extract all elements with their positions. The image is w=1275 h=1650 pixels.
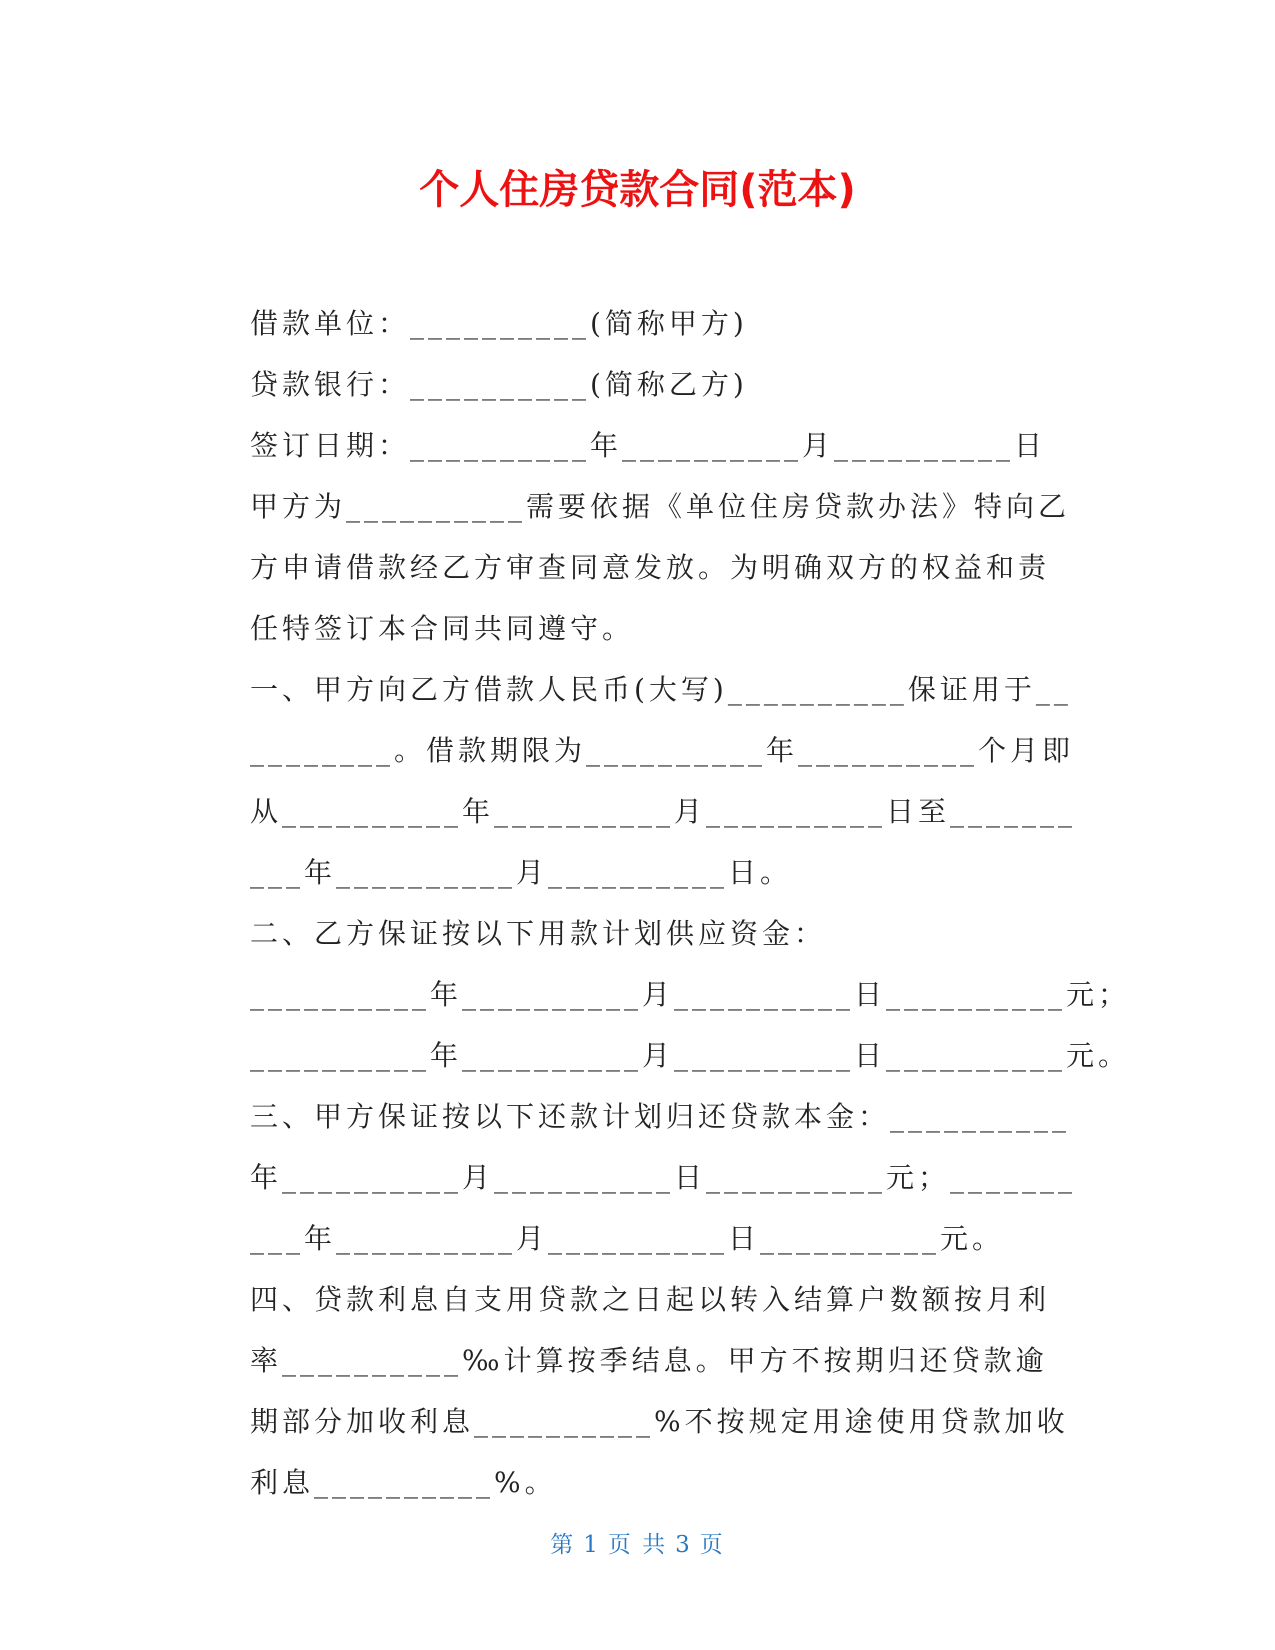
- borrower-line: 借款单位：__________(简称甲方): [250, 307, 748, 340]
- signing-date-line: 签订日期：__________年__________月__________日: [250, 429, 1047, 462]
- page-label-middle: 页 共: [607, 1532, 668, 1558]
- supply-schedule-line-1: __________年__________月__________日__________元；: [250, 978, 1131, 1011]
- preamble-paragraph: 甲方为__________需要依据《单位住房贷款办法》特向乙方申请借款经乙方审查同意发放。为明确双方的权益和责任特签订本合同共同遵守。: [250, 490, 1071, 645]
- clause-two-paragraph: 二、乙方保证按以下用款计划供应资金：: [250, 917, 827, 950]
- clause-one-paragraph: 一、甲方向乙方借款人民币(大写)__________保证用于__________。借款期限为__________年__________个月即从__________年__________月__________日至__________年__________月__________日。: [250, 673, 1077, 889]
- current-page-number: 1: [583, 1532, 600, 1558]
- page-label-suffix: 页: [699, 1532, 725, 1558]
- clause-four-paragraph: 四、贷款利息自支用贷款之日起以转入结算户数额按月利率__________‰计算按季结息。甲方不按期归还贷款逾期部分加收利息__________%不按规定用途使用贷款加收利息__________%。: [250, 1283, 1069, 1499]
- page-number-footer: [0, 1530, 1275, 1560]
- document-title: 个人住房贷款合同(范本): [419, 167, 856, 213]
- document-body: [188, 293, 1131, 1513]
- supply-schedule-line-2: __________年__________月__________日__________元。: [250, 1039, 1131, 1072]
- total-pages-number: 3: [675, 1532, 692, 1558]
- lender-line: 贷款银行：__________(简称乙方): [250, 368, 748, 401]
- clause-three-paragraph: 三、甲方保证按以下还款计划归还贷款本金：__________年__________月__________日__________元；__________年__________月__________日__________元。: [250, 1100, 1077, 1255]
- page-label-prefix: 第: [550, 1532, 576, 1558]
